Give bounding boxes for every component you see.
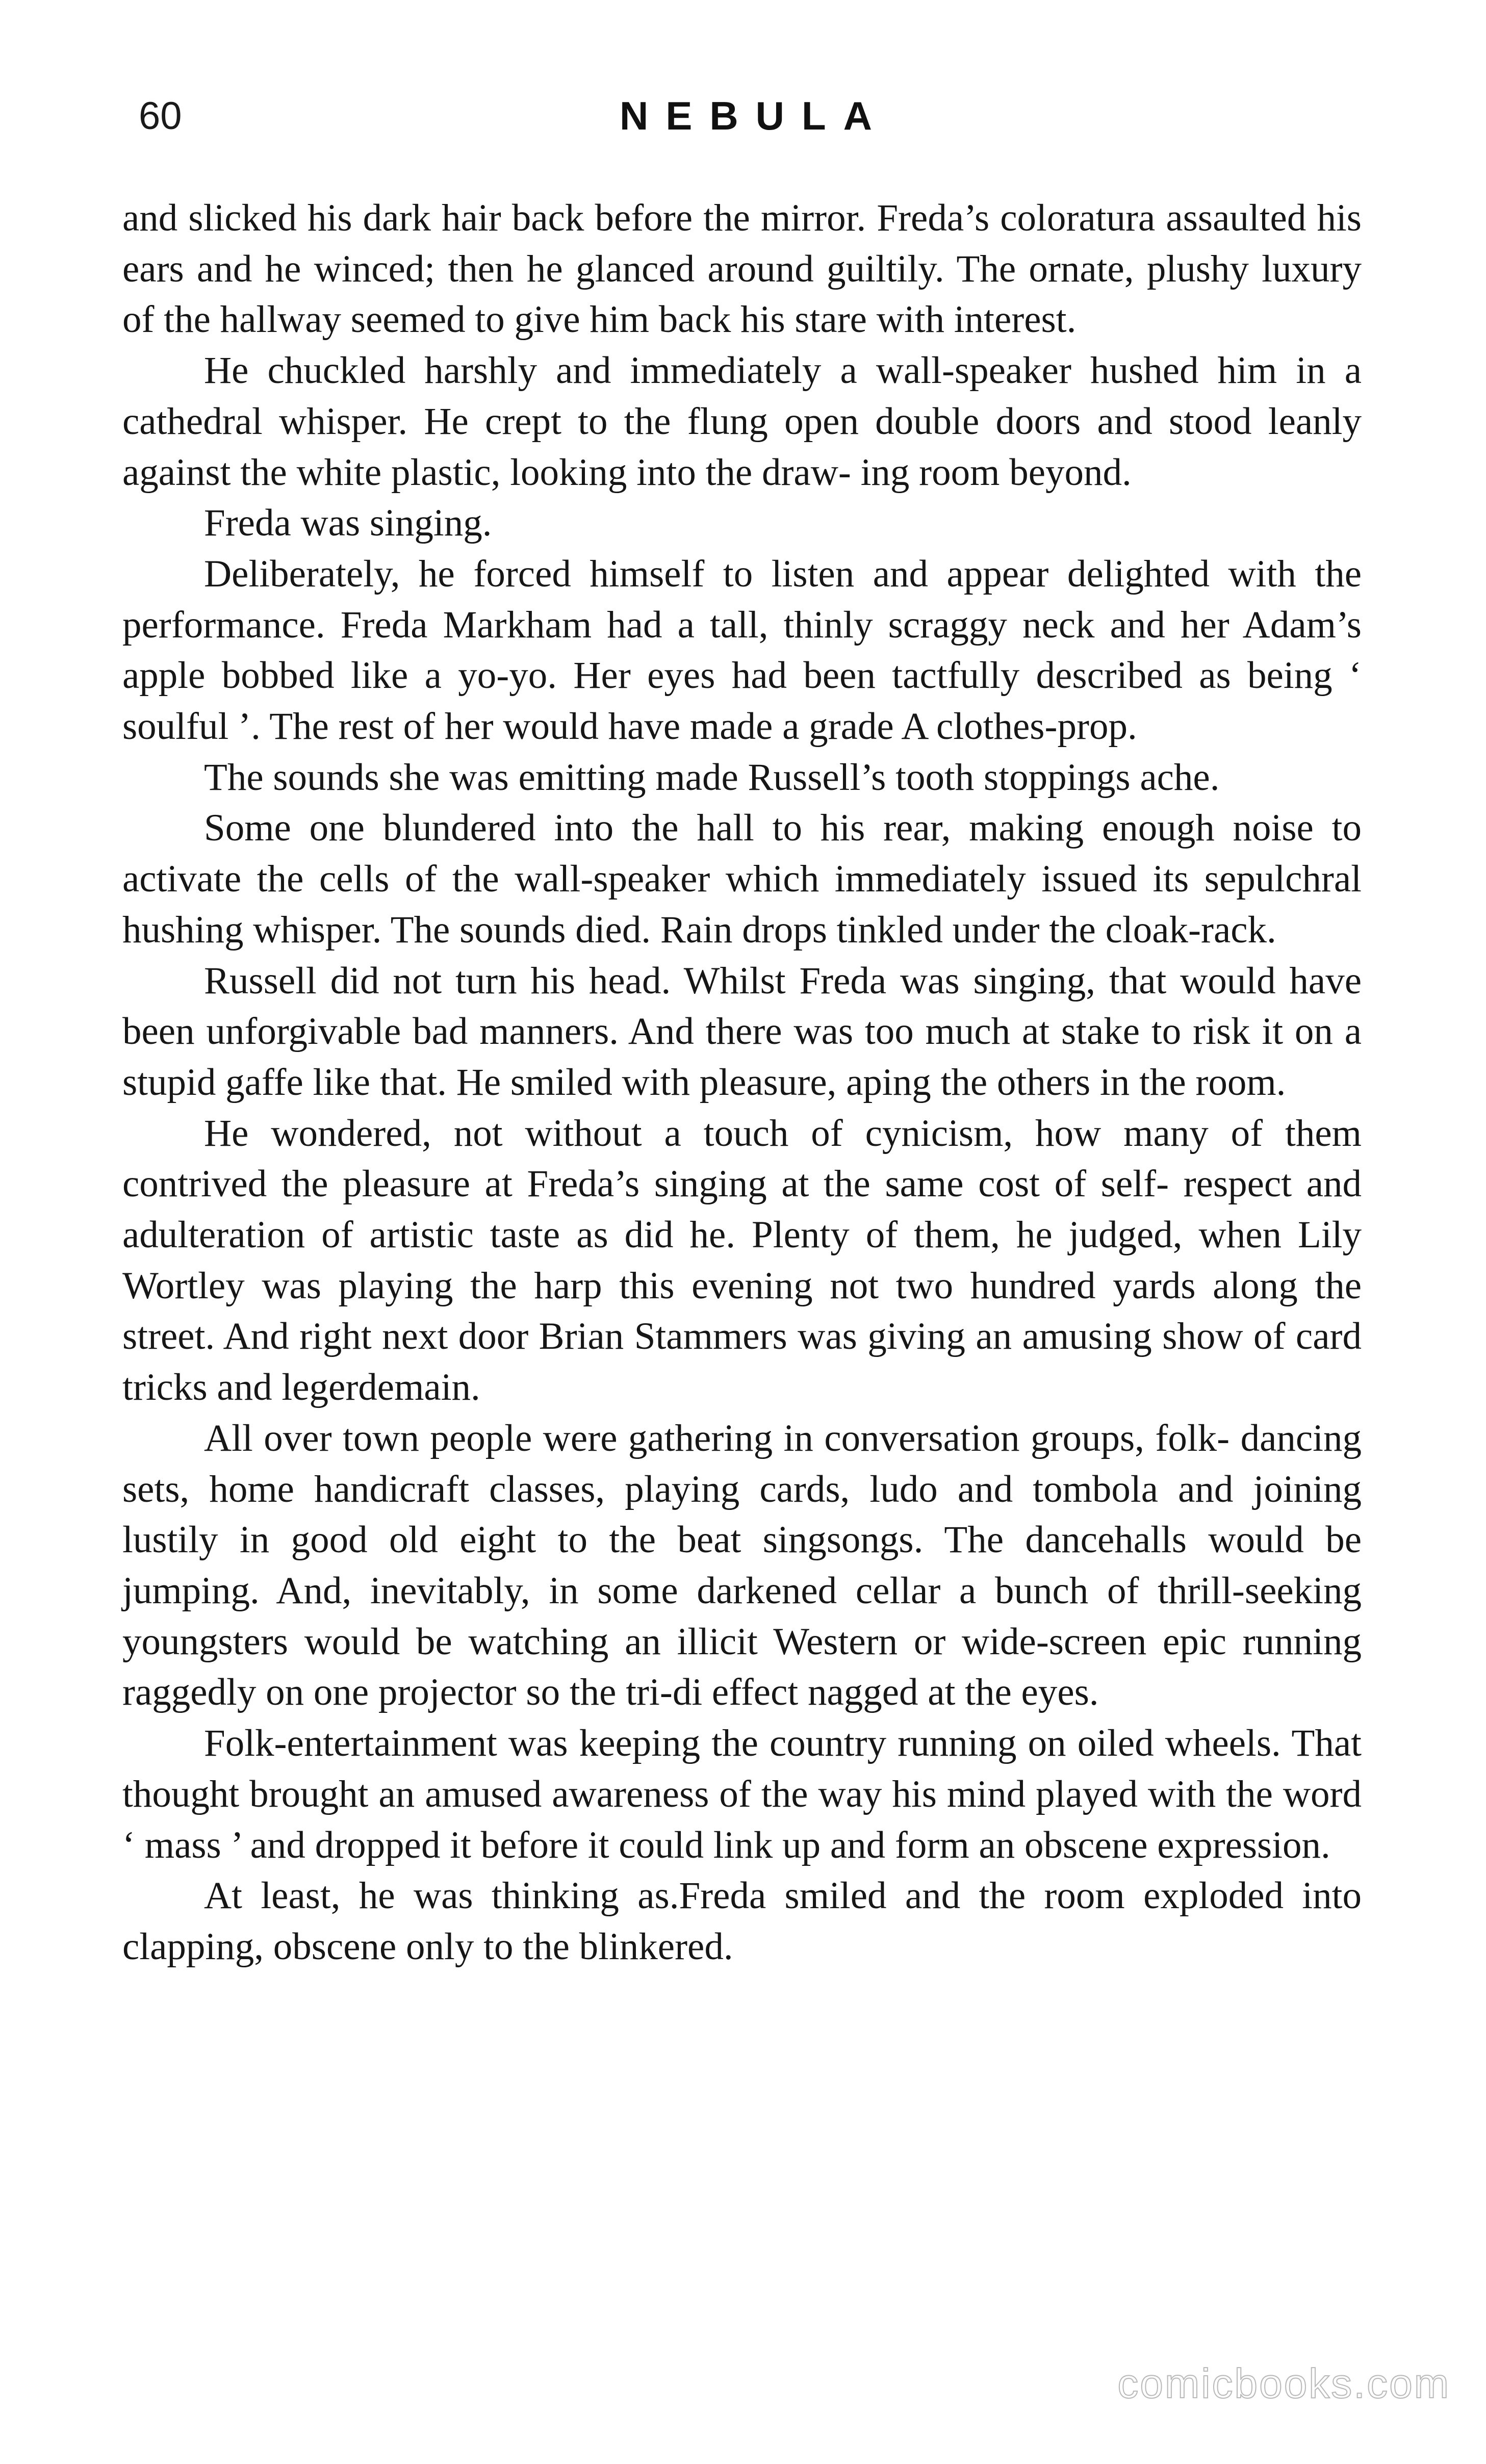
- paragraph: and slicked his dark hair back before the mirror. Freda’s coloratura assaulted his ears and he winced; then he glanced around guiltily. The ornate, plushy luxury of the hallway seemed to give him back his stare with interest.: [122, 197, 1362, 341]
- paragraph: Freda was singing.: [204, 502, 492, 545]
- paragraph: At least, he was thinking as.Freda smiled and the room exploded into clapping, obscene only to the blinkered.: [122, 1875, 1362, 1968]
- page-header: [0, 0, 1486, 168]
- paragraph: He chuckled harshly and immediately a wall-speaker hushed him in a cathedral whisper. He crept to the flung open double doors and stood leanly against the white plastic, looking into the draw- ing room beyond.: [122, 349, 1362, 494]
- paragraph: Russell did not turn his head. Whilst Freda was singing, that would have been unforgivable bad manners. And there was too much at stake to risk it on a stupid gaffe like that. He smiled with pleasure, aping the others in the room.: [122, 959, 1362, 1103]
- paragraph: Folk-entertainment was keeping the country running on oiled wheels. That thought brought an amused awareness of the way his mind played with the word ‘ mass ’ and dropped it before it could link up and form an obscene expression.: [122, 1722, 1362, 1866]
- paragraph: Deliberately, he forced himself to listen and appear delighted with the performance. Freda Markham had a tall, thinly scraggy neck and her Adam’s apple bobbed like a yo-yo. Her eyes had been tactfully described as being ‘ soulful ’. The rest of her would have made a grade A clothes-prop.: [122, 552, 1362, 748]
- page-number: 60: [139, 94, 182, 138]
- paragraph: He wondered, not without a touch of cynicism, how many of them contrived the pleasure at Freda’s singing at the same cost of self- respect and adulteration of artistic taste as did he. Plenty of them, he judged, when Lily Wortley was playing the harp this evening not two hundred yards along the street. And right next door Brian Stammers was giving an amusing show of card tricks and legerdemain.: [122, 1112, 1362, 1409]
- paragraph: The sounds she was emitting made Russell’s tooth stoppings ache.: [204, 756, 1220, 799]
- paragraph: Some one blundered into the hall to his rear, making enough noise to activate the cells of the wall-speaker which immediately issued its sepulchral hushing whisper. The sounds died. Rain drops tinkled under the cloak-rack.: [122, 807, 1362, 951]
- story-text: [122, 193, 1362, 1972]
- watermark: comicbooks.com: [1117, 2360, 1450, 2407]
- running-head-title: NEBULA: [620, 93, 889, 138]
- paragraph: All over town people were gathering in conversation groups, folk- dancing sets, home handicraft classes, playing cards, ludo and tombola and joining lustily in good old eight to the beat singsongs. The dancehalls would be jumping. And, inevitably, in some darkened cellar a bunch of thrill-seeking youngsters would be watching an illicit Western or wide-screen epic running raggedly on one projector so the tri-di effect nagged at the eyes.: [122, 1417, 1362, 1714]
